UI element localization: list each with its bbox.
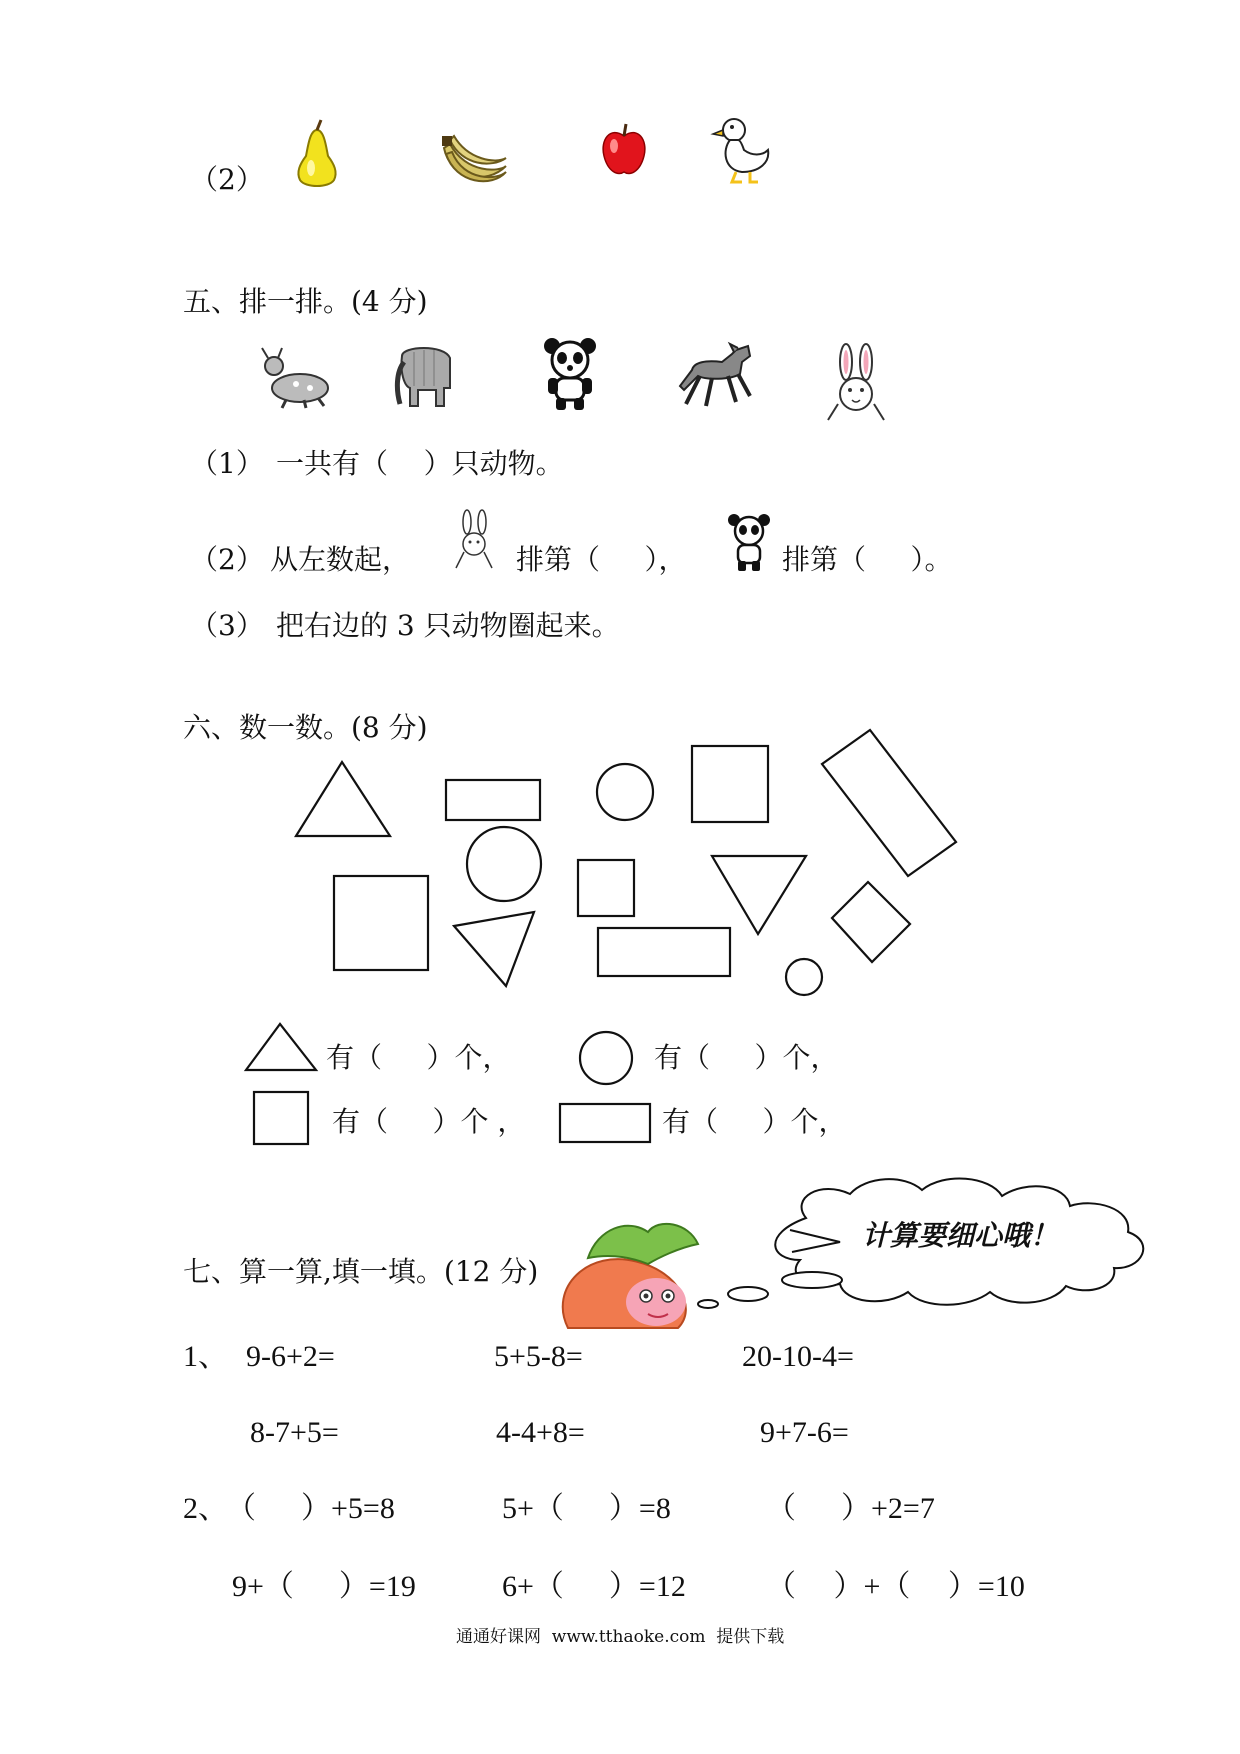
equation: 5+（ ）=8	[502, 1492, 671, 1525]
circle-shape	[786, 959, 822, 995]
equation: 5+5-8=	[494, 1340, 583, 1373]
q5-part3-label: （3）	[190, 609, 264, 642]
q5-part1-label: （1）	[190, 447, 264, 480]
q5-part2-mid: 排第（ ），	[516, 543, 687, 576]
q5-part2-end: 排第（ ）。	[782, 543, 953, 576]
rectangle-shape	[598, 928, 730, 976]
q5-part3-text: 把右边的 3 只动物圈起来。	[276, 609, 620, 642]
square-answer: 有（ ）个 ，	[332, 1105, 526, 1138]
triangle-shape	[712, 856, 806, 934]
q5-part1-text: 一共有（ ）只动物。	[276, 447, 564, 480]
q5-part2-prefix: 从左数起，	[270, 543, 411, 576]
square-shape	[334, 876, 428, 970]
square-shape	[832, 882, 910, 962]
equation: 8-7+5=	[250, 1416, 339, 1449]
triangle-shape	[296, 762, 390, 836]
equation: （ ）+5=8	[226, 1492, 395, 1525]
q5-title: 五、排一排。(4 分)	[183, 285, 428, 318]
equation: 9+7-6=	[760, 1416, 849, 1449]
triangle-legend-icon	[244, 1022, 318, 1072]
part1-label: 1、	[183, 1340, 228, 1373]
circle-answer: 有（ ）个，	[654, 1041, 839, 1074]
equation: （ ）+（ ）=10	[766, 1570, 1025, 1603]
square-legend-icon	[252, 1090, 310, 1146]
equation: 20-10-4=	[742, 1340, 854, 1373]
equation: 9+（ ）=19	[232, 1570, 416, 1603]
bubble-text: 计算要细心哦！	[862, 1219, 1059, 1252]
rectangle-answer: 有（ ）个，	[662, 1105, 847, 1138]
equation: 9-6+2=	[246, 1340, 335, 1373]
rectangle-legend-icon	[558, 1102, 652, 1144]
circle-shape	[467, 827, 541, 901]
part2-label: 2、	[183, 1492, 228, 1525]
rectangle-shape	[446, 780, 540, 820]
equation: 6+（ ）=12	[502, 1570, 686, 1603]
square-shape	[692, 746, 768, 822]
square-shape	[578, 860, 634, 916]
q5-part2-label: （2）	[190, 543, 264, 576]
circle-shape	[597, 764, 653, 820]
q6-title: 六、数一数。(8 分)	[183, 711, 428, 744]
circle-legend-icon	[578, 1030, 634, 1086]
equation: （ ）+2=7	[766, 1492, 935, 1525]
triangle-shape	[454, 912, 534, 986]
q7-title: 七、算一算,填一填。(12 分)	[183, 1255, 539, 1288]
footer-text: 通通好课网 www.tthaoke.com 提供下载	[456, 1627, 785, 1647]
equation: 4-4+8=	[496, 1416, 585, 1449]
rectangle-shape	[822, 730, 956, 876]
q4-part2-label: （2）	[190, 163, 264, 196]
triangle-answer: 有（ ）个，	[326, 1041, 511, 1074]
